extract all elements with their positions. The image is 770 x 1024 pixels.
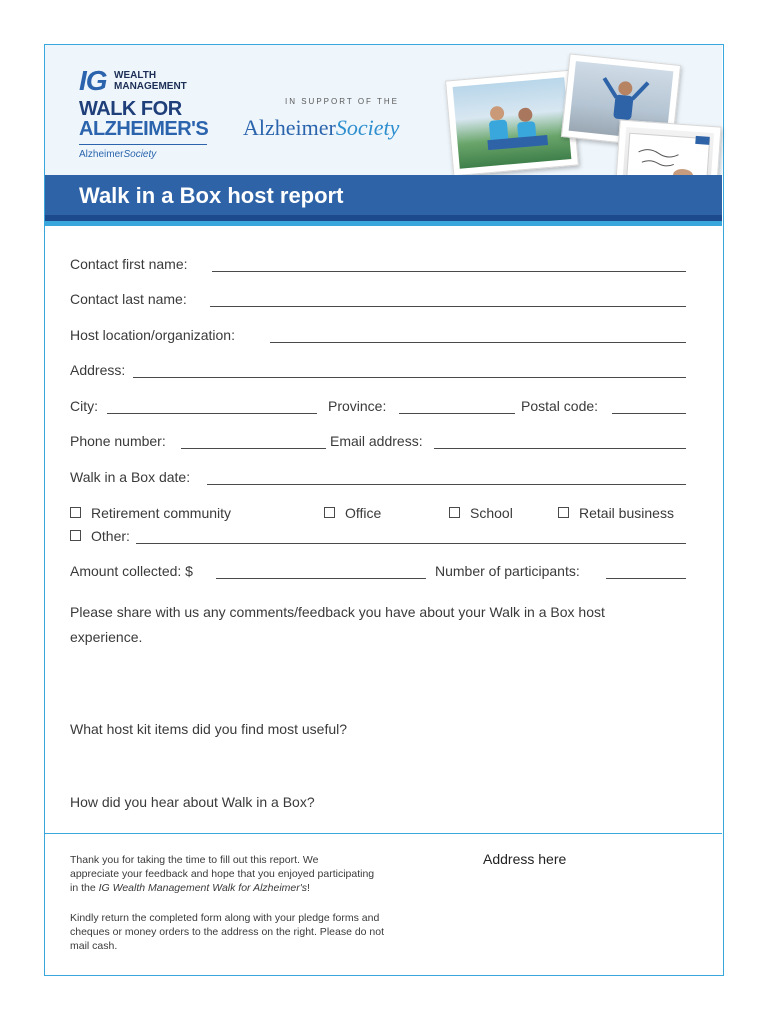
photo-walkers [445, 70, 579, 177]
email-label: Email address: [330, 433, 423, 449]
wealth-management-label: WEALTH MANAGEMENT [114, 70, 187, 92]
postal-code-field[interactable] [612, 413, 686, 414]
option-school[interactable]: School [449, 505, 513, 521]
city-field[interactable] [107, 413, 317, 414]
school-checkbox[interactable] [449, 507, 460, 518]
province-field[interactable] [399, 413, 515, 414]
province-label: Province: [328, 398, 387, 414]
form-frame [44, 44, 724, 976]
first-name-label: Contact first name: [70, 256, 188, 272]
alzheimers-label: ALZHEIMER'S [79, 118, 209, 140]
title-stripe [45, 221, 722, 226]
walk-date-field[interactable] [207, 484, 686, 485]
last-name-field[interactable] [210, 306, 686, 307]
other-field[interactable] [136, 543, 686, 544]
option-retirement[interactable]: Retirement community [70, 505, 231, 521]
title-bar [45, 175, 722, 221]
option-office[interactable]: Office [324, 505, 381, 521]
walk-for-label: WALK FOR [79, 98, 182, 120]
walk-date-label: Walk in a Box date: [70, 469, 191, 485]
alzheimer-society-logo: AlzheimerSociety [243, 115, 400, 140]
retirement-checkbox[interactable] [70, 507, 81, 518]
hear-about-question: How did you hear about Walk in a Box? [70, 794, 315, 810]
support-tagline: IN SUPPORT OF THE [285, 97, 400, 106]
retail-checkbox[interactable] [558, 507, 569, 518]
feedback-question: Please share with us any comments/feedback you have about your Walk in a Box host experience. [70, 604, 605, 645]
useful-items-question: What host kit items did you find most useful? [70, 721, 348, 737]
return-address: Address here [483, 851, 567, 867]
other-checkbox[interactable] [70, 530, 81, 541]
walk-logo [79, 67, 219, 160]
thank-you-note: Thank you for taking the time to fill out this report. We appreciate your feedback and hope that you enjoyed participating in the IG Wealth Management Walk for Alzheimer's! [70, 854, 375, 894]
logo-society: AlzheimerSociety [79, 149, 157, 160]
phone-label: Phone number: [70, 433, 166, 449]
participants-field[interactable] [606, 578, 686, 579]
footer-divider [45, 833, 722, 834]
amount-label: Amount collected: $ [70, 563, 193, 579]
city-label: City: [70, 398, 98, 414]
address-label: Address: [70, 362, 126, 378]
option-retail[interactable]: Retail business [558, 505, 674, 521]
ig-logo: IG [79, 65, 107, 96]
address-field[interactable] [133, 377, 686, 378]
amount-field[interactable] [216, 578, 426, 579]
participants-label: Number of participants: [435, 563, 580, 579]
phone-field[interactable] [181, 448, 326, 449]
first-name-field[interactable] [212, 271, 686, 272]
last-name-label: Contact last name: [70, 291, 187, 307]
email-field[interactable] [434, 448, 686, 449]
host-location-label: Host location/organization: [70, 327, 235, 343]
header-banner [45, 45, 722, 175]
host-location-field[interactable] [270, 342, 686, 343]
option-other[interactable]: Other: [70, 528, 130, 544]
logo-divider [79, 144, 207, 145]
postal-code-label: Postal code: [521, 398, 599, 414]
office-checkbox[interactable] [324, 507, 335, 518]
return-instructions: Kindly return the completed form along with your pledge forms and cheques or money orders to the address on the right. Please do not mail cash. [70, 912, 385, 952]
page-title: Walk in a Box host report [79, 183, 344, 208]
